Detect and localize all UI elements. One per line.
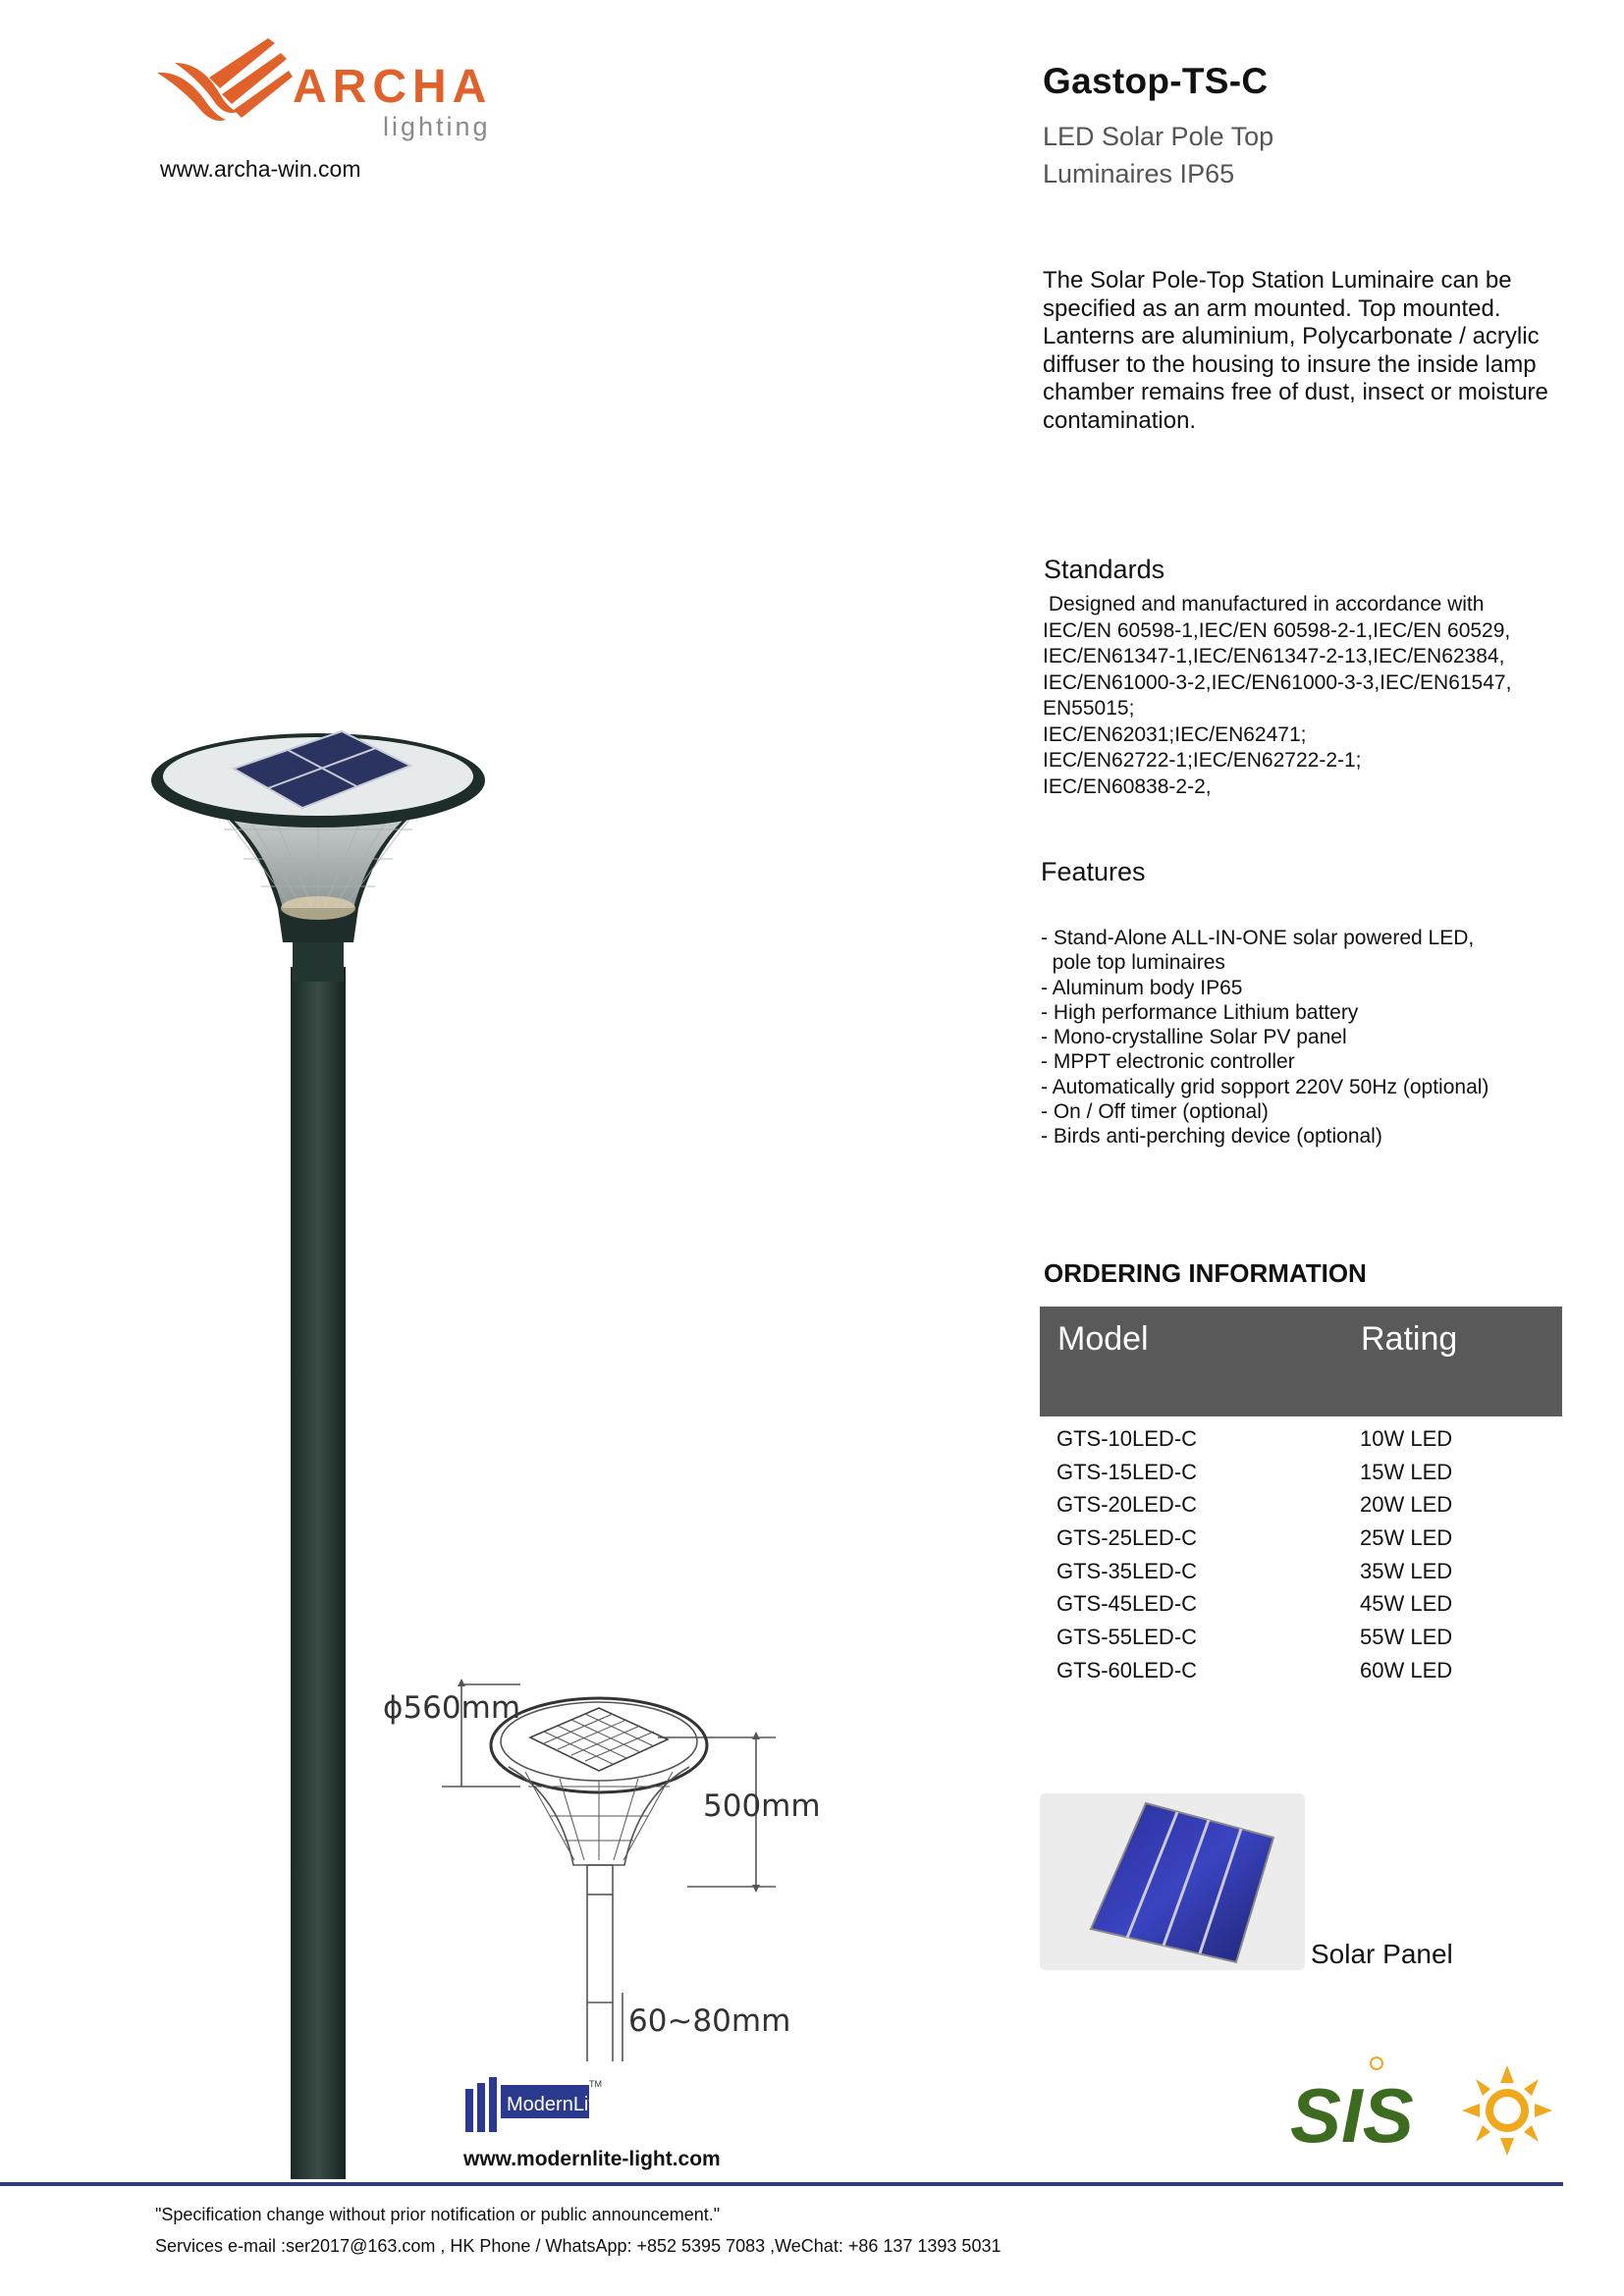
column-header-model: Model	[1057, 1320, 1149, 1358]
model-cell: GTS-25LED-C	[1056, 1525, 1198, 1551]
table-row	[1056, 1492, 1547, 1525]
standards-line: IEC/EN 60598-1,IEC/EN 60598-2-1,IEC/EN 60529,	[1043, 618, 1511, 642]
standards-line: IEC/EN61347-1,IEC/EN61347-2-13,IEC/EN62384,	[1043, 645, 1505, 667]
table-row	[1056, 1591, 1547, 1625]
rating-cell: 15W LED	[1360, 1459, 1453, 1484]
product-subtitle-line2: Luminaires IP65	[1043, 159, 1235, 188]
rating-cell: 55W LED	[1360, 1625, 1453, 1650]
model-cell: GTS-55LED-C	[1056, 1625, 1198, 1650]
modernlite-wordmark: ModernLite	[507, 2094, 606, 2115]
footer-divider	[0, 2182, 1563, 2186]
modernlite-website[interactable]: www.modernlite-light.com	[463, 2148, 721, 2170]
column-header-rating: Rating	[1361, 1320, 1458, 1358]
model-cell: GTS-35LED-C	[1056, 1558, 1198, 1583]
modernlite-trademark: TM	[589, 2079, 602, 2089]
model-cell: GTS-10LED-C	[1056, 1426, 1198, 1451]
rating-cell: 35W LED	[1360, 1558, 1453, 1583]
standards-line: Designed and manufactured in accordance with	[1043, 593, 1485, 615]
rating-cell: 45W LED	[1360, 1591, 1453, 1617]
solar-cell-image	[1040, 1793, 1305, 1970]
solar-cell-icon	[1040, 1793, 1305, 1970]
modernlite-icon	[463, 2071, 679, 2140]
sis-wordmark: SIS	[1290, 2072, 1414, 2159]
standards-text	[1043, 592, 1593, 800]
model-cell: GTS-20LED-C	[1056, 1492, 1198, 1518]
rating-cell: 20W LED	[1360, 1492, 1453, 1518]
list-item: - MPPT electronic controller	[1041, 1050, 1295, 1074]
dimension-diameter: ϕ560mm	[383, 1690, 521, 1726]
rating-cell: 10W LED	[1360, 1426, 1453, 1451]
list-item: - Automatically grid sopport 220V 50Hz (optional)	[1041, 1075, 1489, 1098]
standards-line: IEC/EN62722-1;IEC/EN62722-2-1;	[1043, 749, 1362, 772]
standards-line: EN55015;	[1043, 697, 1135, 720]
archa-wordmark: ARCHA	[293, 61, 493, 113]
ordering-table-header	[1040, 1307, 1562, 1416]
dimension-drawing	[363, 1669, 835, 2061]
archa-swoosh-icon	[155, 33, 528, 146]
table-row	[1056, 1559, 1547, 1592]
features-heading: Features	[1041, 857, 1146, 886]
sis-sun-icon	[1286, 2052, 1571, 2160]
footer-notice: "Specification change without prior notification or public announcement."	[155, 2205, 721, 2224]
standards-line: IEC/EN61000-3-2,IEC/EN61000-3-3,IEC/EN61547,	[1043, 670, 1512, 694]
rating-cell: 25W LED	[1360, 1525, 1453, 1551]
model-cell: GTS-45LED-C	[1056, 1591, 1198, 1617]
product-subtitle	[1043, 118, 1455, 192]
modernlite-logo	[463, 2071, 679, 2140]
standards-line: IEC/EN60838-2-2,	[1043, 774, 1212, 798]
ordering-table-body	[1056, 1426, 1547, 1691]
table-row	[1056, 1426, 1547, 1460]
list-item: - On / Off timer (optional)	[1041, 1100, 1269, 1124]
table-row	[1056, 1625, 1547, 1658]
product-description: The Solar Pole-Top Station Luminaire can be specified as an arm mounted. Top mounted. Lanterns are aluminium, Polycarbonate / acrylic diffuser to the housing to insure the inside lamp chamber remains free of dust, insect or moisture contamination.	[1043, 267, 1548, 434]
dimension-lamp-illustration	[363, 1669, 835, 2061]
list-item: - Mono-crystalline Solar PV panel	[1041, 1026, 1347, 1049]
archa-tagline: lighting	[383, 112, 491, 141]
list-item: pole top luminaires	[1041, 951, 1225, 975]
features-list	[1041, 926, 1591, 1149]
list-item: - Birds anti-perching device (optional)	[1041, 1125, 1382, 1148]
dimension-height: 500mm	[703, 1789, 821, 1824]
standards-line: IEC/EN62031;IEC/EN62471;	[1043, 722, 1307, 746]
dimension-pole: 60~80mm	[628, 2003, 791, 2039]
product-title: Gastop-TS-C	[1043, 61, 1269, 101]
solar-panel-label: Solar Panel	[1311, 1939, 1453, 1969]
list-item: - High performance Lithium battery	[1041, 1000, 1359, 1024]
rating-cell: 60W LED	[1360, 1657, 1453, 1682]
standards-heading: Standards	[1044, 555, 1165, 584]
footer-contact: Services e-mail :ser2017@163.com , HK Phone / WhatsApp: +852 5395 7083 ,WeChat: +86 137 1393 5031	[155, 2236, 1001, 2256]
product-subtitle-line1: LED Solar Pole Top	[1043, 122, 1274, 151]
table-row	[1056, 1658, 1547, 1691]
ordering-heading: ORDERING INFORMATION	[1044, 1258, 1367, 1288]
list-item: - Stand-Alone ALL-IN-ONE solar powered LED,	[1041, 927, 1475, 949]
model-cell: GTS-60LED-C	[1056, 1657, 1198, 1682]
list-item: - Aluminum body IP65	[1041, 976, 1243, 999]
archa-logo	[155, 33, 528, 146]
table-row	[1056, 1525, 1547, 1559]
sis-logo	[1286, 2052, 1571, 2160]
table-row	[1056, 1460, 1547, 1493]
archa-website[interactable]: www.archa-win.com	[160, 156, 361, 182]
model-cell: GTS-15LED-C	[1056, 1459, 1198, 1484]
